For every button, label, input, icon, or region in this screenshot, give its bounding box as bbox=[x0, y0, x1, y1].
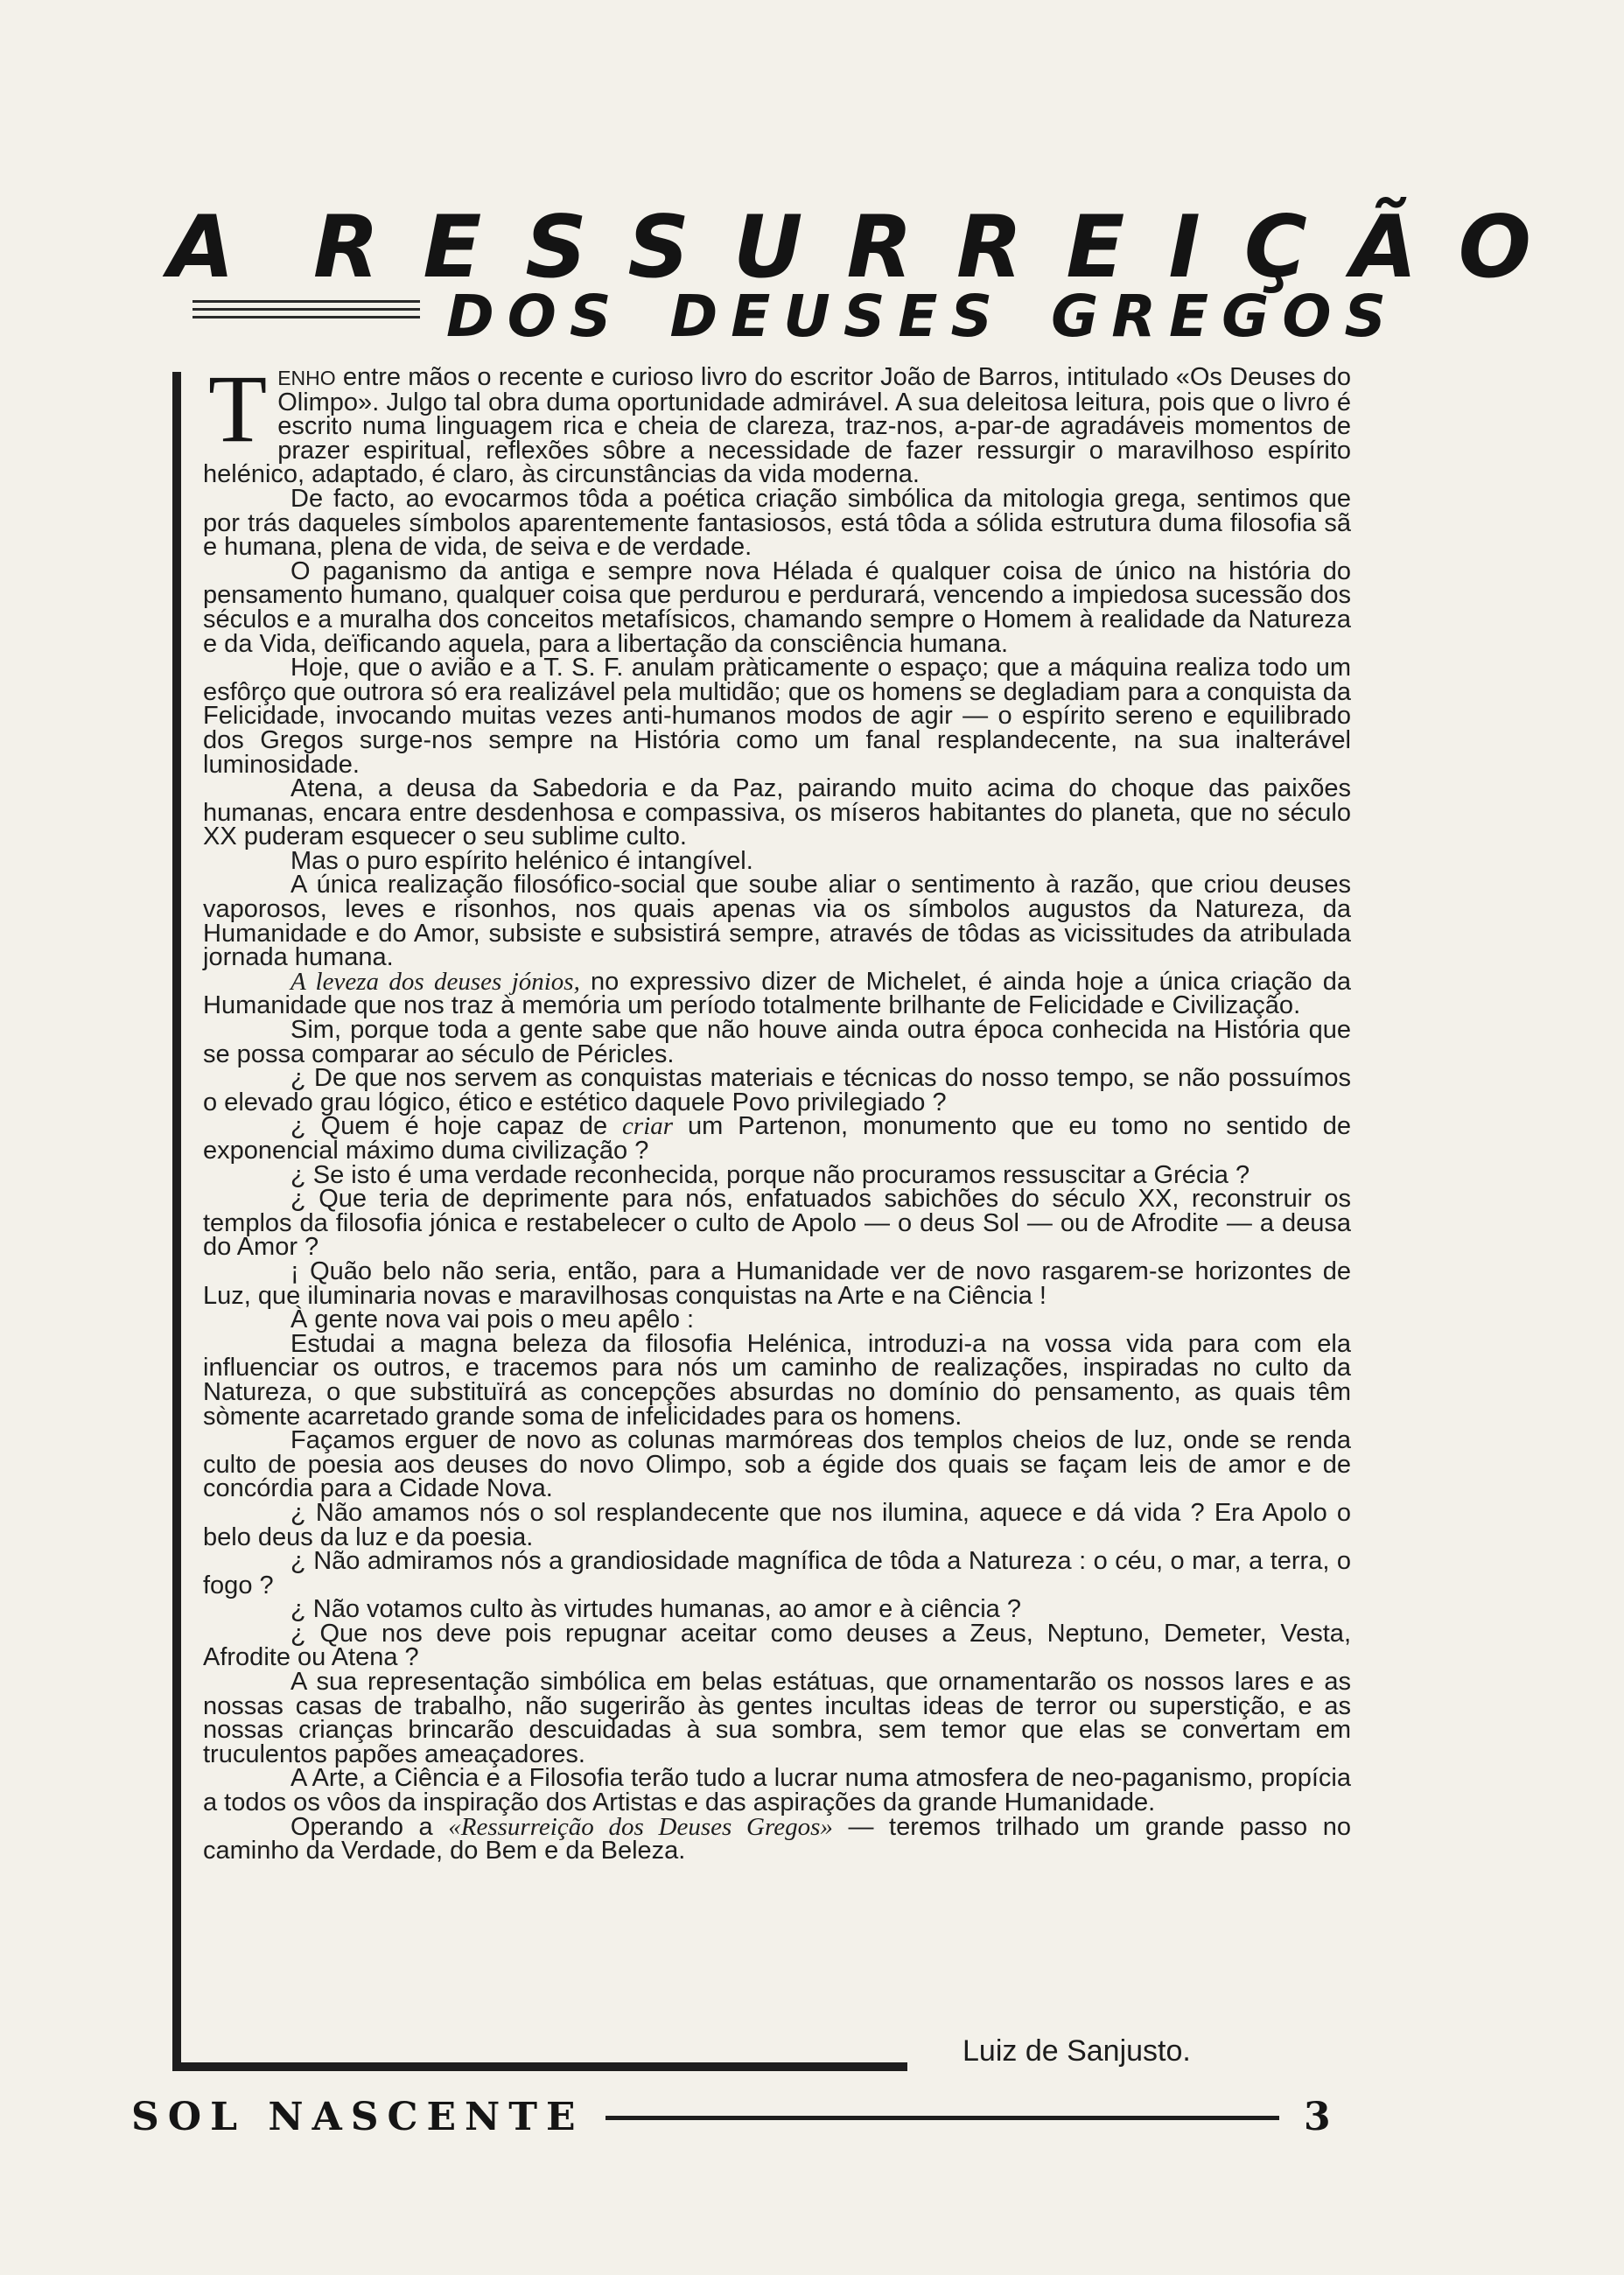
paragraph: Estudai a magna beleza da filosofia Helénica, introduzi-a na vossa vida para com ela influenciar os outros, e tracemos para nós um caminho de realizações, inspiradas no culto da Natureza, o que substituïrá as concepções absurdas no domínio do pensamento, as quais têm sòmente acarretado grande soma de infelicidades para os homens. bbox=[203, 1329, 1351, 1431]
paragraph: ¿ Que teria de deprimente para nós, enfatuados sabichões do século XX, reconstruir os templos da filosofia jónica e restabelecer o culto de Apolo — o deus Sol — ou de Afrodite — a deusa do Amor ? bbox=[203, 1185, 1351, 1262]
paragraph: ¡ Quão belo não seria, então, para a Humanidade ver de novo rasgarem-se horizontes de Luz, que iluminaria novas e maravilhosas conquistas na Arte e na Ciência ! bbox=[203, 1256, 1351, 1310]
paragraph-text: Operando a bbox=[290, 1812, 449, 1841]
title-line-2 bbox=[446, 283, 1399, 350]
title-article: A bbox=[168, 198, 234, 298]
paragraph: À gente nova vai pois o meu apêlo : bbox=[290, 1306, 695, 1334]
paragraph: ¿ Não admiramos nós a grandiosidade magnífica de tôda a Natureza : o céu, o mar, a terra, o fogo ? bbox=[203, 1547, 1351, 1600]
title-line-1 bbox=[168, 198, 1575, 298]
paragraph-text: ¿ Quem é hoje capaz de bbox=[290, 1112, 623, 1141]
paragraph: A única realização filosófico-social que soube aliar o sentimento à razão, que criou deuses vaporosos, leves e risonhos, nos quais apenas via os símbolos augustos da Natureza, da Humanidade e do Amor, subsiste e subsistirá sempre, através de tôdas as vicissitudes da atribulada jornada humana. bbox=[203, 871, 1351, 972]
paragraph: ¿ Não votamos culto às virtudes humanas, ao amor e à ciência ? bbox=[290, 1595, 1021, 1624]
paragraph bbox=[203, 355, 1351, 489]
footer-rule bbox=[606, 2116, 1279, 2120]
italic-word: criar bbox=[622, 1112, 674, 1141]
rule-line bbox=[192, 308, 420, 311]
publication-name: SOL NASCENTE bbox=[131, 2095, 584, 2139]
paragraph: ¿ De que nos servem as conquistas materiais e técnicas do nosso tempo, se não possuímos o elevado grau lógico, ético e estético daquele Povo privilegiado ? bbox=[203, 1064, 1351, 1116]
paragraph: O paganismo da antiga e sempre nova Hélada é qualquer coisa de único na história do pensamento humano, qualquer coisa que perdurou e perdurará, vencendo a impiedosa sucessão dos séculos e a muralha dos conceitos metafísicos, chamando sempre o Homem à realidade da Natureza e da Vida, deïficando aquela, para a libertação da consciência humana. bbox=[203, 556, 1351, 658]
paragraph-text: um Partenon, monumento que eu tomo no sentido de exponencial máximo duma civilização ? bbox=[203, 1112, 1351, 1165]
italic-quote: A leveza dos deuses jónios, bbox=[290, 967, 580, 996]
title-word-deuses: DEUSES bbox=[669, 283, 1006, 350]
paragraph: A Arte, a Ciência e a Filosofia terão tudo a lucrar numa atmosfera de neo-paganismo, propícia a todos os vôos da inspiração dos Artistas e das aspirações da grande Humanidade. bbox=[203, 1764, 1351, 1817]
author-signature: Luiz de Sanjusto. bbox=[962, 2034, 1191, 2068]
title-word-gregos: GREGOS bbox=[1051, 283, 1399, 350]
paragraph-text: — teremos trilhado um grande passo no caminho da Verdade, do Bem e da Beleza. bbox=[203, 1812, 1351, 1866]
title-main-word: RESSURREIÇÃO bbox=[312, 198, 1575, 298]
paragraph-text: no expressivo dizer de Michelet, é ainda hoje a única criação da Humanidade que nos traz à memória um período totalmente brilhante de Felicidade e Civilização. bbox=[203, 967, 1351, 1020]
paragraph-text: entre mãos o recente e curioso livro do escritor João de Barros, intitulado «Os Deuses do Olimpo». Julgo tal obra duma oportunidade admirável. A sua deleitosa leitura, pois que o livro é escrito numa linguagem rica e cheia de clareza, traz-nos, a-par-de agradáveis momentos de prazer espiritual, reflexões sôbre a necessidade de fazer ressurgir o maravilhoso espírito helénico, adaptado, é claro, às circunstâncias da vida moderna. bbox=[203, 363, 1351, 489]
paragraph: ¿ Não amamos nós o sol resplandecente que nos ilumina, aquece e dá vida ? Era Apolo o belo deus da luz e da poesia. bbox=[203, 1498, 1351, 1551]
paragraph: Sim, porque toda a gente sabe que não houve ainda outra época conhecida na História que se possa comparar ao século de Péricles. bbox=[203, 1016, 1351, 1068]
paragraph: ¿ Se isto é uma verdade reconhecida, porque não procuramos ressuscitar a Grécia ? bbox=[290, 1160, 1250, 1189]
paragraph: Hoje, que o avião e a T. S. F. anulam pràticamente o espaço; que a máquina realiza todo um esfôrço que outrora só era realizável pela multidão; que os homens se degladiam para a conquista da Felicidade, invocando muitas vezes anti-humanos modos de agir — o espírito sereno e equilibrado dos Gregos surge-nos sempre na História como um fanal resplandecente, na sua inalterável luminosidade. bbox=[203, 654, 1351, 779]
paragraph: Façamos erguer de novo as colunas marmóreas dos templos cheios de luz, onde se renda culto de poesia aos deuses do novo Olimpo, sob a égide dos quais se façam leis de amor e de concórdia para a Cidade Nova. bbox=[203, 1426, 1351, 1503]
title-word-dos: DOS bbox=[446, 283, 625, 350]
paragraph: ¿ Que nos deve pois repugnar aceitar como deuses a Zeus, Neptuno, Demeter, Vesta, Afrodite ou Atena ? bbox=[203, 1619, 1351, 1672]
paragraph: De facto, ao evocarmos tôda a poética criação simbólica da mitologia grega, sentimos que por trás daqueles símbolos aparentemente fantasiosos, está tôda a sólida estrutura duma filosofia sã e humana, plena de vida, de seiva e de verdade. bbox=[203, 484, 1351, 562]
article-frame-bottom bbox=[172, 2062, 907, 2071]
paragraph: Atena, a deusa da Sabedoria e da Paz, pairando muito acima do choque das paixões humanas, encara entre desdenhosa e compassiva, os míseros habitantes do planeta, que no século XX puderam esquecer o seu sublime culto. bbox=[203, 774, 1351, 851]
article-frame-left bbox=[172, 372, 181, 2071]
rule-line bbox=[192, 300, 420, 303]
paragraph: A sua representação simbólica em belas estátuas, que ornamentarão os nossos lares e as nossas casas de trabalho, não sugerirão às gentes incultas ideas de terror ou superstição, e as nossas crianças brincarão descuidadas à sua sombra, sem temor que elas se convertam em truculentos papões ameaçadores. bbox=[203, 1668, 1351, 1768]
paragraph bbox=[203, 967, 1351, 1020]
title-decorative-rules bbox=[192, 300, 420, 324]
paragraph: Mas o puro espírito helénico é intangível. bbox=[290, 846, 753, 875]
drop-cap: T bbox=[208, 355, 268, 462]
drop-cap-lead: ENHO bbox=[277, 367, 336, 389]
italic-title-quote: «Ressurreição dos Deuses Gregos» bbox=[448, 1812, 833, 1841]
paragraph bbox=[203, 1112, 1351, 1165]
rule-line bbox=[192, 316, 420, 318]
page-number: 3 bbox=[1304, 2095, 1331, 2139]
paragraph bbox=[203, 1812, 1351, 1866]
article-body bbox=[203, 355, 1351, 1866]
